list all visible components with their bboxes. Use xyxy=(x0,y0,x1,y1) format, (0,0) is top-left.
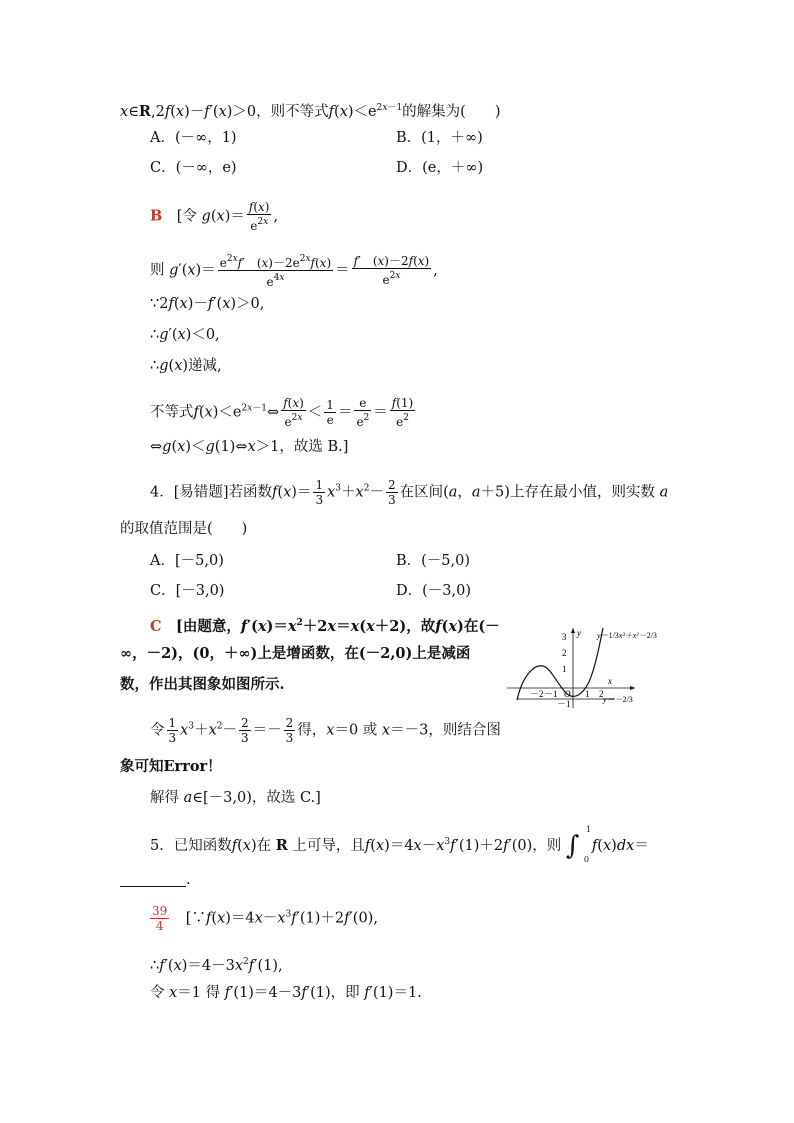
q4-solution-line2: ∞，－2)，(0，＋∞)上是增函数，在(－2,0)上是减函 xyxy=(120,645,471,662)
q3-solution-line1: B [令 g(x)＝ $\frac{f(x)}{e^{2x}}$ , xyxy=(150,200,279,233)
q4-solution-line5: 象可知Error！ xyxy=(120,758,222,775)
graph-y-tick-3: 3 xyxy=(562,632,567,642)
q3-answer: B xyxy=(150,207,163,225)
q4-option-b[interactable]: B．(－5,0) xyxy=(396,553,471,569)
q4-solution-line1: C [由题意，$f'(x)=x^2+2x=x(x+2)$，故f(x)在(－ xyxy=(150,618,500,635)
q4-stem-line2: 的取值范围是( ) xyxy=(120,521,248,537)
q3-solution-line7: ⇔g(x)＜g(1)⇔x＞1，故选 B.] xyxy=(150,439,349,455)
q3-stem: x∈R,2f(x)－f′(x)＞0，则不等式$f(x)<e^{2x-1}$的解集为( ) xyxy=(120,103,501,120)
q3-option-c[interactable]: C．(－∞，e) xyxy=(150,160,237,176)
q5-solution-line3: 令 x＝1 得 f′(1)＝4－3f′(1)，即 f′(1)＝1. xyxy=(150,985,422,1001)
q4-solution-line6: 解得 a∈[－3,0)，故选 C.] xyxy=(150,790,321,806)
graph-y-tick-1: 1 xyxy=(562,664,567,674)
graph-curve-label: y＝1/3x³＋x²－2/3 xyxy=(597,631,657,640)
q4-answer: C xyxy=(150,618,162,635)
q3-solution-line4: ∴g′(x)＜0, xyxy=(150,327,220,343)
q3-option-d[interactable]: D．(e，＋∞) xyxy=(396,160,484,176)
q4-option-a[interactable]: A．[－5,0) xyxy=(150,553,224,569)
q4-stem-line1: 4．[易错题]若函数f(x)＝ $\frac{1}{3}$ $x^3+x^2-$ $\frac{2}{3}$ 在区间(a，a＋5)上存在最小值，则实数 a xyxy=(150,478,669,507)
q3-solution-line3: ∵2f(x)－f′(x)＞0, xyxy=(150,296,265,312)
graph-origin-label: O xyxy=(564,689,571,699)
graph-line-label: y＝－2/3 xyxy=(603,695,633,704)
q3-solution-line5: ∴g(x)递减, xyxy=(150,358,222,374)
graph-y-tick-neg1: －1 xyxy=(557,699,571,709)
graph-x-tick-neg2: －2 xyxy=(530,689,544,699)
q5-solution-line1: $\frac{39}{4}$ [$\because f(x)=4x-x^3f'(1)+2f'(0)$, xyxy=(152,904,378,933)
integral-sign: ∫ 1 0 xyxy=(565,825,592,864)
graph-x-tick-1: 1 xyxy=(585,689,590,699)
q4-option-d[interactable]: D．(－3,0) xyxy=(396,583,471,599)
graph-x-tick-2: 2 xyxy=(599,689,604,699)
q4-solution-line3: 数，作出其图象如图所示. xyxy=(120,676,285,693)
q5-answer-blank[interactable] xyxy=(120,872,186,887)
q4-solution-line4: 令 $\frac{1}{3}$ $x^3+x^2-$ $\frac{2}{3}$ ＝－ $\frac{2}{3}$ 得，x＝0 或 x＝－3，则结合图 xyxy=(150,716,501,745)
q3-solution-line6: 不等式$f(x)<e^{2x-1}\Leftrightarrow$ $\frac{f(x)}{e^{2x}}$ ＜ $\frac{1}{e}$ ＝ $\frac{e}{e^2}$ ＝ $\frac{f(1)}{e^2}$ xyxy=(150,396,414,429)
q5-stem: 5．已知函数f(x)在 R 上可导，且$f(x)=4x-x^3f'(1)+2f'(0)$，则 ∫ 1 0 f(x)dx＝ xyxy=(150,825,649,864)
graph-y-tick-2: 2 xyxy=(562,648,567,658)
q5-answer: $\frac{39}{4}$ xyxy=(152,904,168,933)
function-graph xyxy=(505,622,670,712)
graph-y-axis-label: y xyxy=(577,628,581,638)
q5-solution-line2: $\therefore f'(x)=4-3x^2f'(1)$, xyxy=(150,957,283,974)
q3-option-a[interactable]: A．(－∞，1) xyxy=(150,130,237,146)
q3-option-b[interactable]: B．(1，＋∞) xyxy=(396,130,483,146)
graph-x-tick-neg1: －1 xyxy=(544,689,558,699)
graph-x-axis-label: x xyxy=(608,676,612,686)
q4-option-c[interactable]: C．[－3,0) xyxy=(150,583,225,599)
q3-solution-line2: 则 g′(x)＝ $\frac{e^{2x}f' (x)-2e^{2x}f(x)}{e^{4x}}$ ＝ $\frac{f' (x)-2f(x)}{e^{2x}}$ , xyxy=(150,254,438,289)
